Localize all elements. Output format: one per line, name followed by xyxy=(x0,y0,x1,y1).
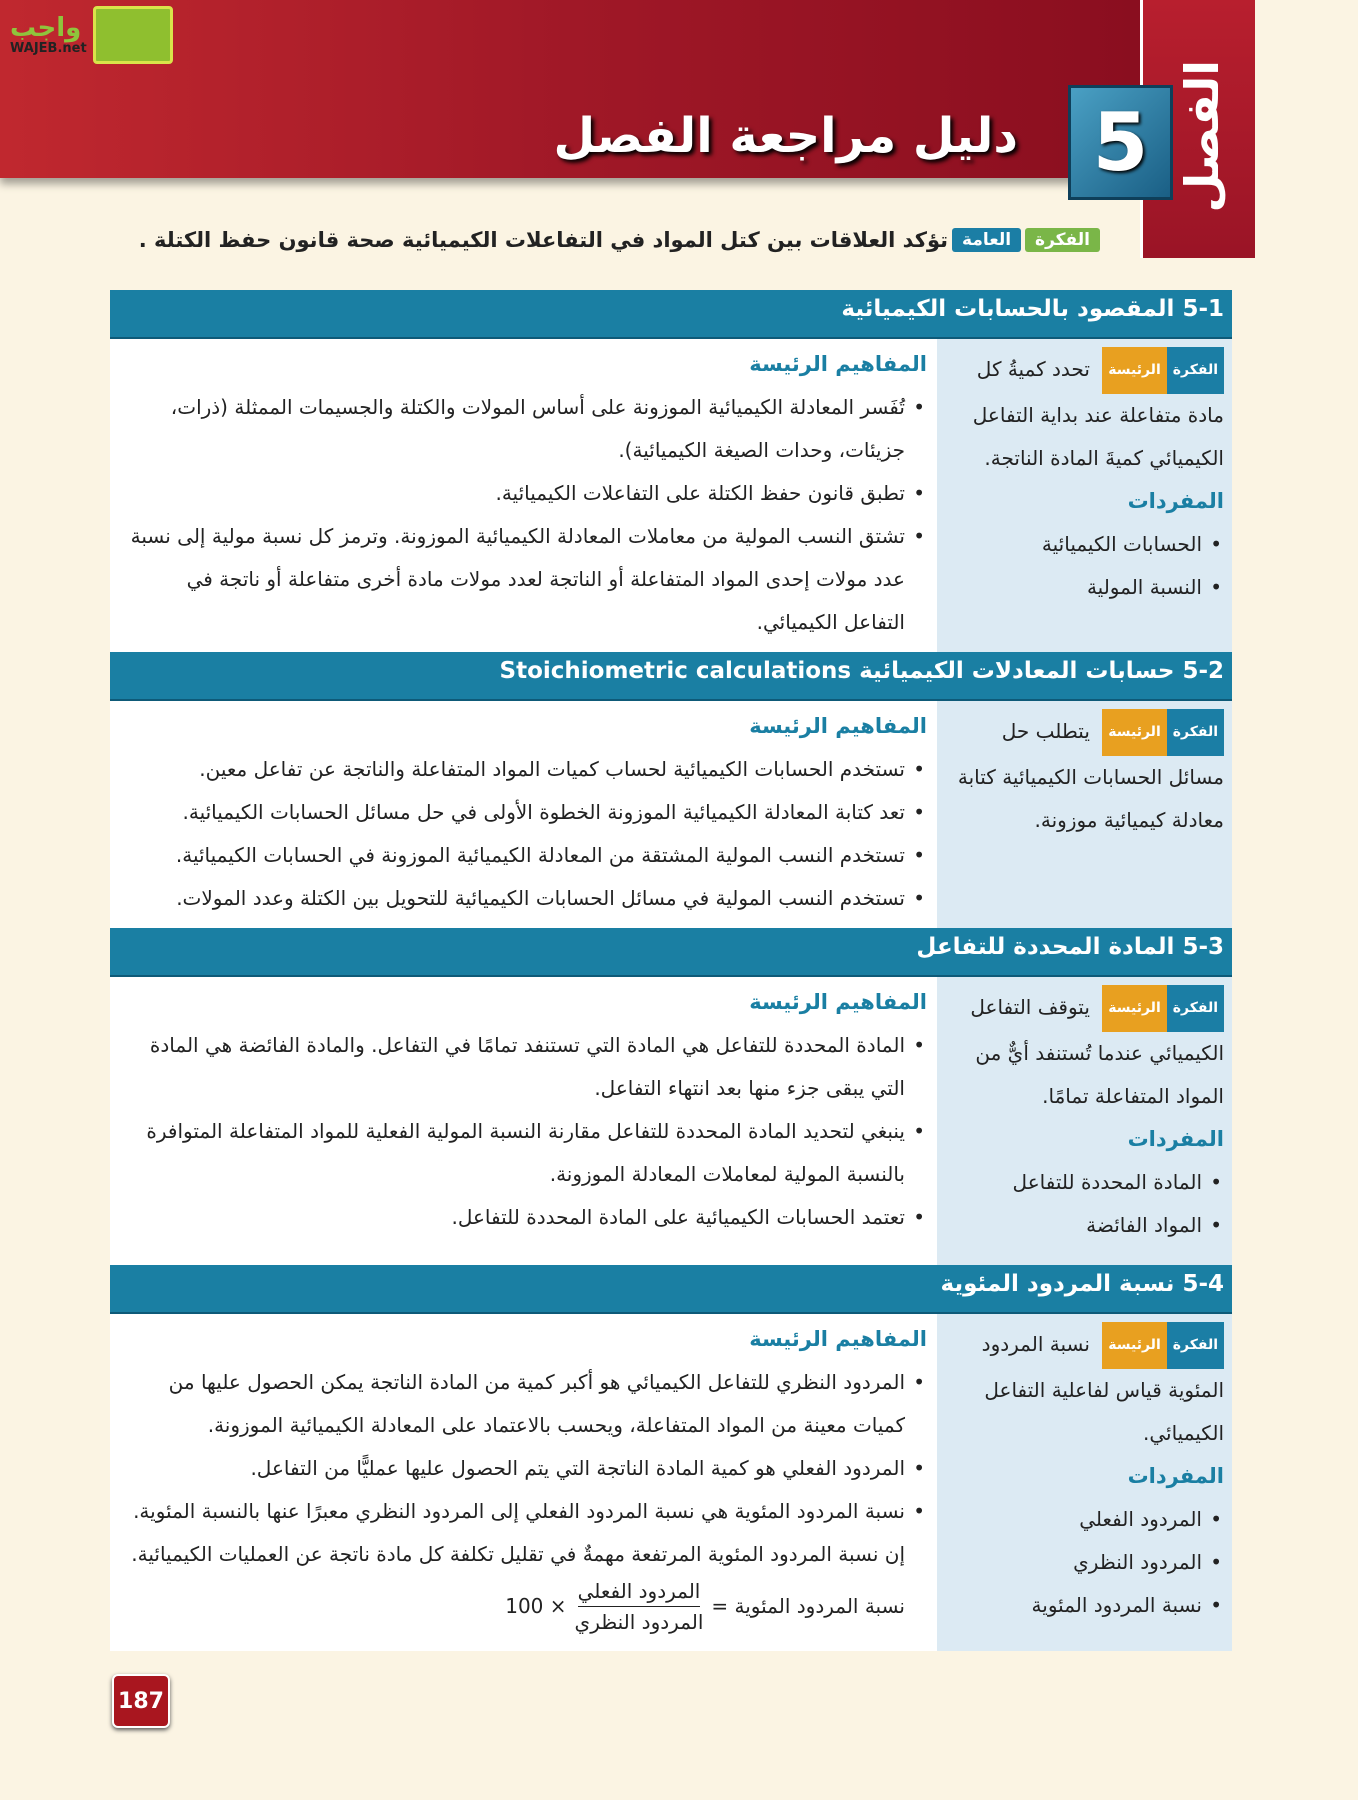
formula-numerator: المردود الفعلي xyxy=(578,1576,701,1607)
main-idea-text: نسبة المردود المئوية قياس لفاعلية التفاعل الكيميائي. xyxy=(981,1332,1224,1445)
concept-item: • تشتق النسب المولية من معاملات المعادلة الكيميائية الموزونة. وترمز كل نسبة مولية إلى نسبة عدد مولات إحدى المواد المتفاعلة أو الناتجة لعدد مولات مادة أخرى متفاعلة أو ناتجة في التفاعل الكيميائي. xyxy=(124,515,927,644)
page-number: 187 xyxy=(112,1674,170,1728)
concept-item: • تستخدم النسب المولية المشتقة من المعادلة الكيميائية الموزونة في الحسابات الكيميائية. xyxy=(124,834,927,877)
section-body xyxy=(110,977,1232,1265)
logo-latin: WAJEB.net xyxy=(10,40,87,56)
main-idea-badge: الفكرة الرئيسة xyxy=(1102,709,1224,756)
main-idea-badge: الفكرة الرئيسة xyxy=(1102,985,1224,1032)
formula-lhs: نسبة المردود المئوية = xyxy=(711,1594,905,1618)
vocab-heading: المفردات xyxy=(1127,1127,1224,1151)
key-concepts xyxy=(110,977,937,1265)
main-idea-text: تحدد كميةُ كل مادة متفاعلة عند بداية التفاعل الكيميائي كميةَ المادة الناتجة. xyxy=(972,357,1224,470)
main-idea-badge: الفكرة الرئيسة xyxy=(1102,1322,1224,1369)
main-idea-text: يتطلب حل مسائل الحسابات الكيميائية كتابة معادلة كيميائية موزونة. xyxy=(957,719,1224,832)
side-panel xyxy=(937,339,1232,652)
side-panel xyxy=(937,1314,1232,1651)
side-panel xyxy=(937,701,1232,928)
page-title: دليل مراجعة الفصل xyxy=(553,108,1018,164)
vocab-item: • المردود الفعلي xyxy=(945,1498,1224,1541)
section-body xyxy=(110,1314,1232,1651)
logo-arabic: واجب xyxy=(10,12,82,43)
concept-item: • تعتمد الحسابات الكيميائية على المادة المحددة للتفاعل. xyxy=(124,1196,927,1239)
concept-item: • ينبغي لتحديد المادة المحددة للتفاعل مقارنة النسبة المولية الفعلية للمواد المتفاعلة المتوافرة بالنسبة المولية لمعاملات المعادلة الموزونة. xyxy=(124,1110,927,1196)
key-concepts-heading: المفاهيم الرئيسة xyxy=(749,352,927,376)
main-idea-text: يتوقف التفاعل الكيميائي عندما تُستنفد أيٌّ من المواد المتفاعلة تمامًا. xyxy=(970,995,1224,1108)
concept-item: • المادة المحددة للتفاعل هي المادة التي تستنفد تمامًا في التفاعل. والمادة الفائضة هي المادة التي يبقى جزء منها بعد انتهاء التفاعل. xyxy=(124,1024,927,1110)
section-header: 5-2 حسابات المعادلات الكيميائية Stoichiometric calculations xyxy=(110,652,1232,701)
vocab-item: • المردود النظري xyxy=(945,1541,1224,1584)
concept-item: • تستخدم الحسابات الكيميائية لحساب كميات المواد المتفاعلة والناتجة عن تفاعل معين. xyxy=(124,748,927,791)
big-idea-text: تؤكد العلاقات بين كتل المواد في التفاعلات الكيميائية صحة قانون حفظ الكتلة . xyxy=(138,228,949,252)
section-body xyxy=(110,339,1232,652)
concept-item: • تستخدم النسب المولية في مسائل الحسابات الكيميائية للتحويل بين الكتلة وعدد المولات. xyxy=(124,877,927,920)
big-idea-label-1: الفكرة xyxy=(1025,228,1100,252)
vocab-heading: المفردات xyxy=(1127,489,1224,513)
key-concepts-heading: المفاهيم الرئيسة xyxy=(749,714,927,738)
concept-item: • المردود الفعلي هو كمية المادة الناتجة التي يتم الحصول عليها عمليًّا من التفاعل. xyxy=(124,1447,927,1490)
key-concepts xyxy=(110,701,937,928)
book-icon xyxy=(93,6,173,64)
vocab-item: • نسبة المردود المئوية xyxy=(945,1584,1224,1627)
chapter-number: 5 xyxy=(1068,85,1173,200)
side-panel xyxy=(937,977,1232,1265)
big-idea-label-2: العامة xyxy=(952,228,1021,252)
vocab-item: • المواد الفائضة xyxy=(945,1204,1224,1247)
formula-factor: × 100 xyxy=(505,1594,567,1618)
vocab-heading: المفردات xyxy=(1127,1464,1224,1488)
concept-item: • تعد كتابة المعادلة الكيميائية الموزونة الخطوة الأولى في حل مسائل الحسابات الكيميائية. xyxy=(124,791,927,834)
big-idea xyxy=(139,228,1100,252)
chapter-label: الفصل xyxy=(1175,60,1229,213)
percent-yield-formula xyxy=(124,1576,927,1637)
review-sections xyxy=(110,290,1232,1651)
key-concepts-heading: المفاهيم الرئيسة xyxy=(749,1327,927,1351)
concept-item: • تُفَسر المعادلة الكيميائية الموزونة على أساس المولات والكتلة والجسيمات الممثلة (ذرات، جزيئات، وحدات الصيغة الكيميائية). xyxy=(124,386,927,472)
formula-denominator: المردود النظري xyxy=(574,1610,704,1634)
key-concepts xyxy=(110,339,937,652)
section-header: 5-3 المادة المحددة للتفاعل xyxy=(110,928,1232,977)
vocab-item: • المادة المحددة للتفاعل xyxy=(945,1161,1224,1204)
logo xyxy=(10,6,173,64)
section-header: 5-1 المقصود بالحسابات الكيميائية xyxy=(110,290,1232,339)
vocab-item: • الحسابات الكيميائية xyxy=(945,523,1224,566)
concept-item: • تطبق قانون حفظ الكتلة على التفاعلات الكيميائية. xyxy=(124,472,927,515)
key-concepts xyxy=(110,1314,937,1651)
key-concepts-heading: المفاهيم الرئيسة xyxy=(749,990,927,1014)
section-body xyxy=(110,701,1232,928)
concept-item: • المردود النظري للتفاعل الكيميائي هو أكبر كمية من المادة الناتجة يمكن الحصول عليها من كميات معينة من المواد المتفاعلة، ويحسب بالاعتماد على المعادلة الكيميائية الموزونة. xyxy=(124,1361,927,1447)
concept-item: • نسبة المردود المئوية هي نسبة المردود الفعلي إلى المردود النظري معبرًا عنها بالنسبة المئوية. إن نسبة المردود المئوية المرتفعة مهمةٌ في تقليل تكلفة كل مادة ناتجة عن العمليات الكيميائية. xyxy=(124,1490,927,1576)
vocab-item: • النسبة المولية xyxy=(945,566,1224,609)
section-header: 5-4 نسبة المردود المئوية xyxy=(110,1265,1232,1314)
main-idea-badge: الفكرة الرئيسة xyxy=(1102,347,1224,394)
